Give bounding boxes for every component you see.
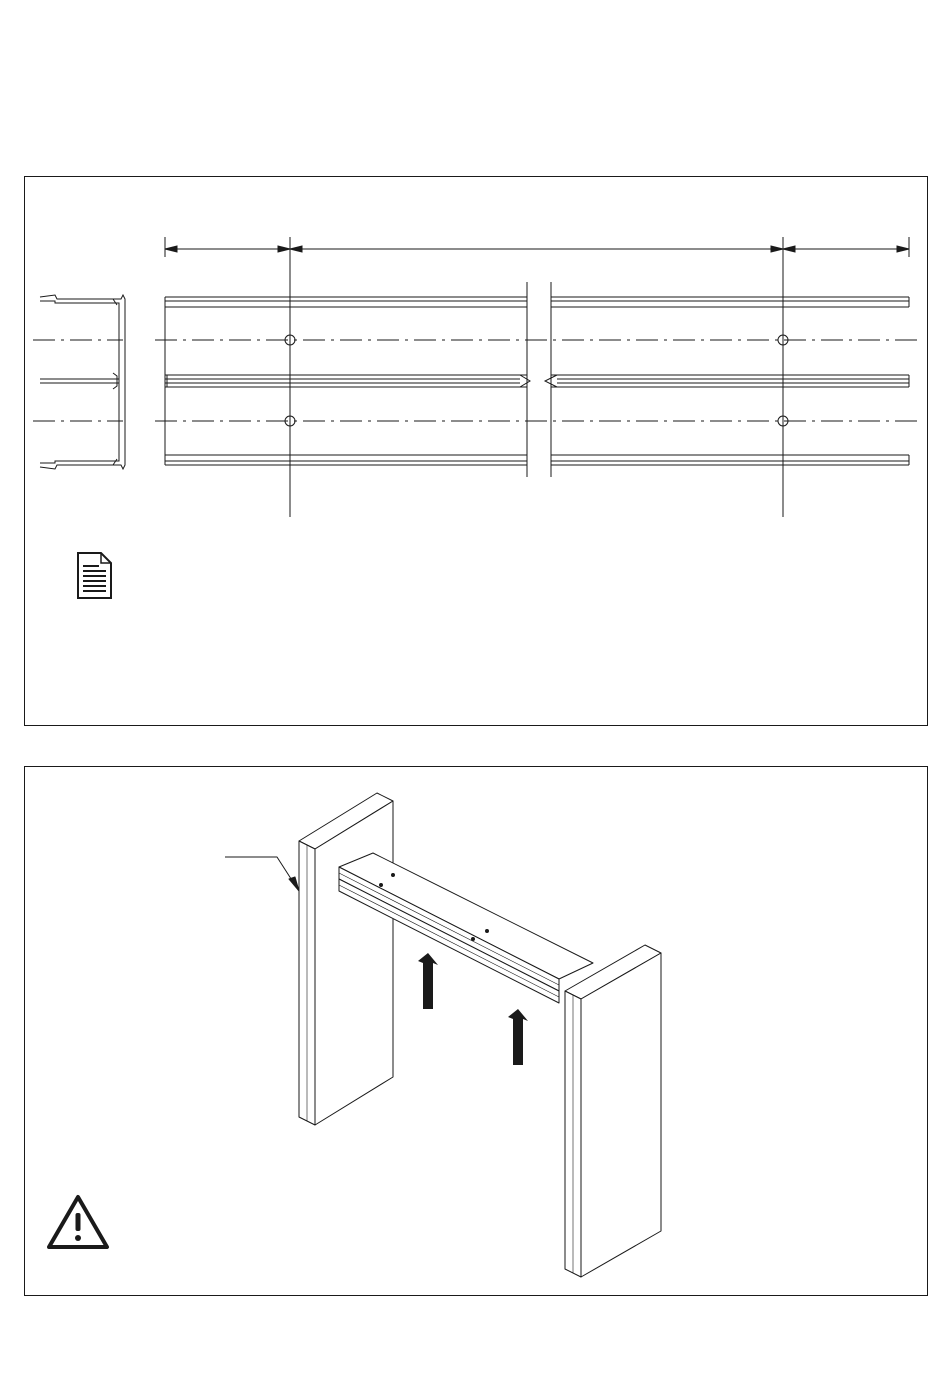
leader-line — [225, 857, 299, 891]
screw-holes — [285, 335, 788, 433]
rail-cross-section — [40, 295, 125, 469]
document-note-icon — [75, 551, 115, 601]
installation-panel — [24, 766, 928, 1296]
centre-lines — [33, 340, 919, 421]
rail-technical-drawing — [25, 177, 929, 727]
installation-illustration — [25, 767, 929, 1297]
warning-triangle-icon — [45, 1193, 111, 1253]
right-wall-panel — [565, 945, 661, 1277]
left-wall-panel — [299, 793, 393, 1125]
dimension-line — [165, 237, 909, 517]
rail-segment-right — [545, 282, 909, 477]
rail-drawing-panel — [24, 176, 928, 726]
rail-segment-left — [165, 282, 530, 477]
